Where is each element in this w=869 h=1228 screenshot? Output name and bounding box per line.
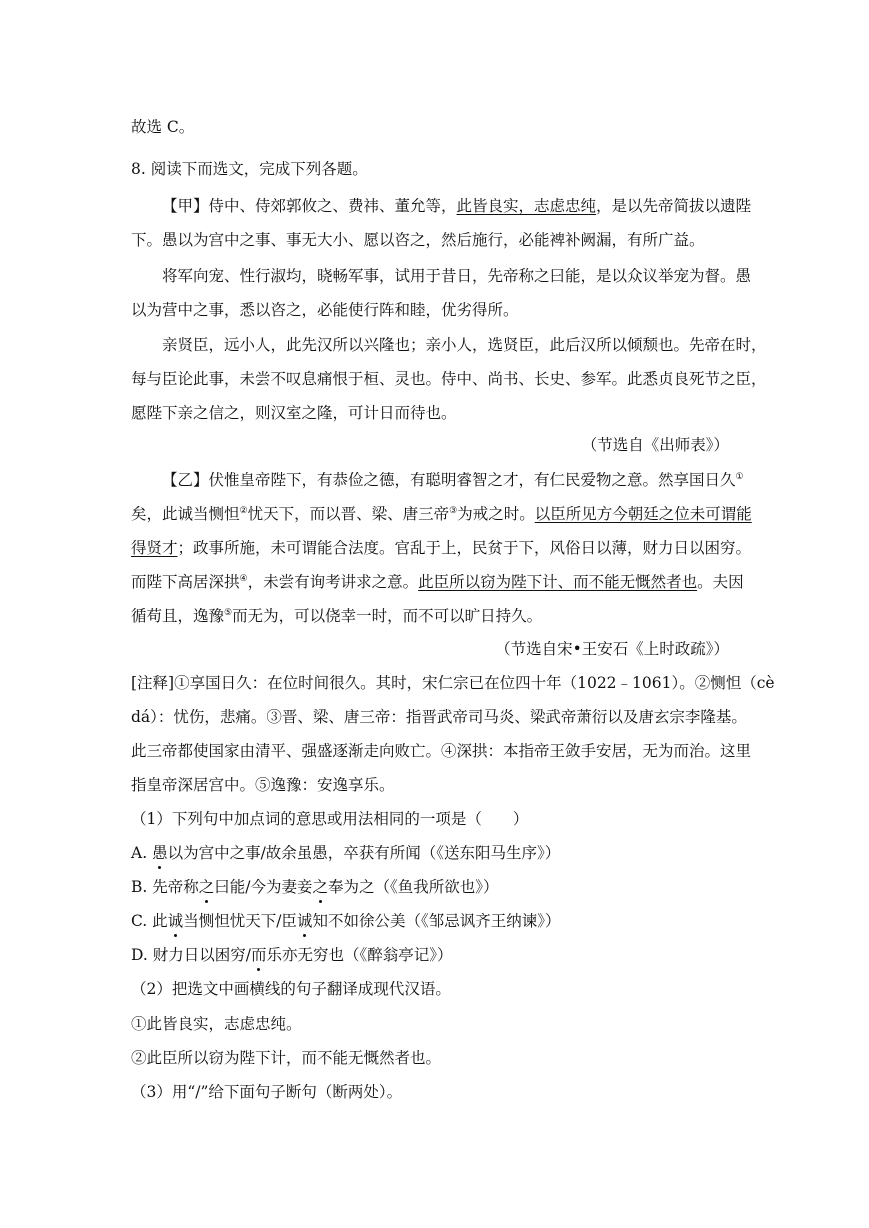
notes-line-2: dá）：忧伤，悲痛。③晋、梁、唐三帝：指晋武帝司马炎、梁武帝萧衍以及唐玄宗李隆基。 [131, 708, 747, 726]
footnote-mark-2: ② [239, 505, 248, 516]
jia-underlined-sentence: 此皆良实，志虑忠纯 [456, 197, 597, 215]
yi-source: （节选自宋•王安石《上时政疏》） [495, 640, 729, 658]
yi-underlined-sentence-1: 以臣所见方今朝廷之位未可谓能 [534, 505, 752, 523]
dotted-word: 愚 [152, 841, 168, 863]
yi-line-1: 【乙】伏惟皇帝陛下，有恭俭之德，有聪明睿智之才，有仁民爱物之意。然享国日久① [162, 471, 744, 489]
q2-stem: （2）把选文中画横线的句子翻译成现代汉语。 [131, 980, 451, 998]
footnote-mark-4: ④ [239, 573, 248, 584]
yi-underlined-sentence-1-end: 得贤才 [131, 539, 178, 557]
yi-line-4: 而陛下高居深拱④，未尝有询考讲求之意。此臣所以窃为陛下计、而不能无慨然者也。夫因 [131, 573, 744, 591]
dotted-word: 之 [199, 875, 215, 897]
question-title: 8. 阅读下而选文，完成下列各题。 [131, 160, 368, 178]
answer-line: 故选 C。 [131, 118, 195, 136]
dotted-word: 诚 [168, 909, 184, 931]
jia-line-6: 每与臣论此事，未尝不叹息痛恨于桓、灵也。侍中、尚书、长史、参军。此悉贞良死节之臣， [131, 370, 767, 388]
q2-item-1: ①此皆良实，志虑忠纯。 [131, 1015, 302, 1033]
notes-line-3: 此三帝都使国家由清平、强盛逐渐走向败亡。④深拱：本指帝王敛手安居，无为而治。这里 [131, 742, 752, 760]
notes-line-1: [注释]①享国日久：在位时间很久。其时，宋仁宗已在位四十年（1022﹣1061）。②恻怛（cè [131, 674, 775, 692]
footnote-mark-3: ③ [449, 505, 458, 516]
q2-item-2: ②此臣所以窃为陛下计，而不能无慨然者也。 [131, 1049, 442, 1067]
q1-option-c: C. 此诚当恻怛忧天下/臣诚知不如徐公美（《邹忌讽齐王纳谏》） [131, 909, 560, 931]
jia-line-2: 下。愚以为宫中之事、事无大小、愿以咨之，然后施行，必能裨补阙漏，有所广益。 [131, 231, 705, 249]
jia-line-4: 以为营中之事，悉以咨之，必能使行阵和睦，优劣得所。 [131, 301, 519, 319]
jia-line-1: 【甲】侍中、侍郊郭攸之、费祎、董允等，此皆良实，志虑忠纯，是以先帝简拔以遗陛 [162, 197, 752, 215]
yi-underlined-sentence-2: 此臣所以窃为陛下计、而不能无慨然者也 [418, 573, 698, 591]
q1-option-b: B. 先帝称之曰能/今为妻妾之奉为之（《鱼我所欲也》） [131, 875, 499, 897]
q1-stem: （1）下列句中加点词的意思或用法相同的一项是（ ） [131, 810, 529, 828]
footnote-mark-1: ① [735, 471, 744, 482]
yi-line-3: 得贤才；政事所施，未可谓能合法度。官乱于上，民贫于下，风俗日以薄，财力日以困穷。 [131, 539, 752, 557]
yi-line-2: 矣，此诚当恻怛②忧天下，而以晋、梁、唐三帝③为戒之时。以臣所见方今朝廷之位未可谓能 [131, 505, 752, 523]
q1-option-d: D. 财力日以困穷/而乐亦无穷也（《醉翁亭记》） [131, 943, 452, 965]
q1-option-a: A. 愚以为宫中之事/故余虽愚，卒获有所闻（《送东阳马生序》） [131, 841, 560, 863]
q3-stem: （3）用“/”给下面句子断句（断两处）。 [131, 1083, 403, 1101]
jia-source: （节选自《出师表》） [581, 436, 729, 454]
footnote-mark-5: ⑤ [224, 607, 233, 618]
dotted-word: 诚 [297, 909, 313, 931]
dotted-word: 而 [251, 943, 267, 965]
yi-line-5: 循苟且，逸豫⑤而无为，可以侥幸一时，而不可以旷日持久。 [131, 607, 543, 625]
notes-line-4: 指皇帝深居宫中。⑤逸豫：安逸享乐。 [131, 776, 395, 794]
dotted-word: 之 [313, 875, 329, 897]
jia-line-5: 亲贤臣，远小人，此先汉所以兴隆也；亲小人，选贤臣，此后汉所以倾颓也。先帝在时， [162, 336, 767, 354]
jia-line-3: 将军向宠、性行淑均，晓畅军事，试用于昔日，先帝称之曰能，是以众议举宠为督。愚 [162, 267, 752, 285]
jia-line-7: 愿陛下亲之信之，则汉室之隆，可计日而待也。 [131, 404, 457, 422]
